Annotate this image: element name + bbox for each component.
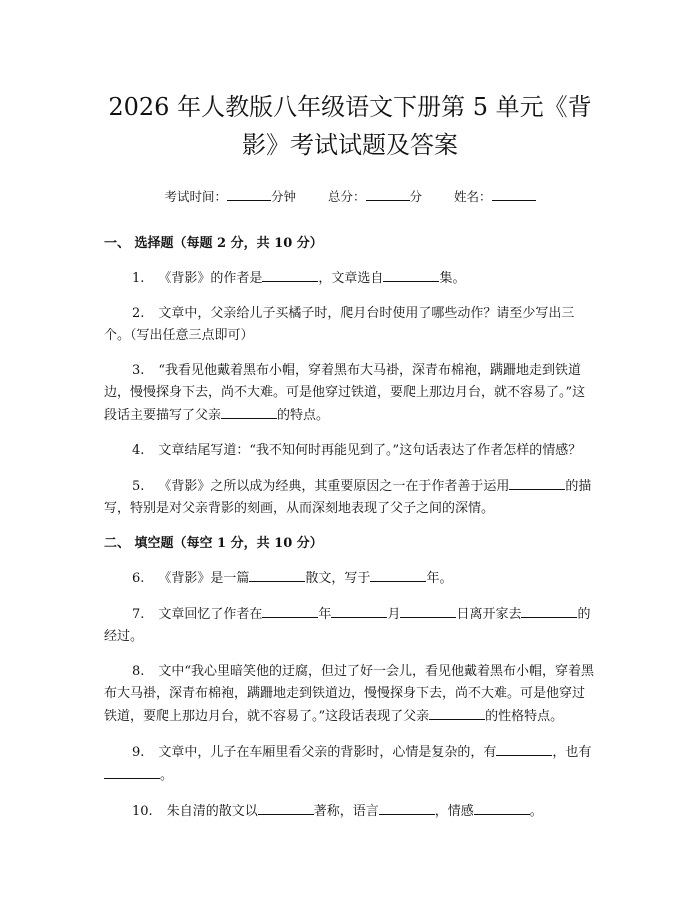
- question-number: 6.: [132, 571, 145, 586]
- question-10: [104, 800, 596, 823]
- question-4: [104, 440, 596, 462]
- answer-blank[interactable]: [249, 567, 305, 582]
- question-text: 的特点。: [277, 408, 330, 423]
- total-score-label: 总分：: [327, 189, 366, 204]
- question-text: 文章中，父亲给儿子买橘子时，爬月台时使用了哪些动作？请至少写出三个。（写出任意三点即可）: [104, 306, 575, 343]
- answer-blank[interactable]: [379, 800, 435, 815]
- question-text: 的性格特点。: [485, 709, 564, 724]
- question-6: [104, 567, 596, 590]
- question-number: 10.: [132, 804, 153, 819]
- title-line-2: 影》考试试题及答案: [242, 131, 458, 159]
- question-text: “我看见他戴着黑布小帽，穿着黑布大马褂，深青布棉袍，蹒跚地走到铁道边，慢慢探身下去，尚不大难。可是他穿过铁道，要爬上那边月台，就不容易了。”这段话主要描写了父亲: [104, 363, 586, 423]
- answer-blank[interactable]: [221, 404, 277, 419]
- question-text: 文章回忆了作者在: [158, 607, 263, 622]
- question-5: [104, 475, 596, 520]
- answer-blank[interactable]: [262, 603, 318, 618]
- section-heading-fill-in: 二、 填空题（每空 1 分，共 10 分）: [104, 536, 323, 551]
- question-text: 月: [387, 607, 401, 622]
- exam-time-unit: 分钟: [270, 189, 296, 204]
- question-number: 2.: [132, 306, 145, 321]
- total-score-field: [328, 186, 422, 206]
- question-text: 著称，语言: [313, 804, 379, 819]
- question-text: ，情感: [434, 804, 474, 819]
- question-number: 1.: [132, 271, 145, 286]
- exam-meta: [104, 186, 596, 206]
- question-text: 文章结尾写道：“我不知何时再能见到了。”这句话表达了作者怎样的情感？: [158, 443, 582, 458]
- answer-blank[interactable]: [474, 800, 530, 815]
- answer-blank[interactable]: [370, 567, 426, 582]
- question-number: 8.: [132, 664, 145, 679]
- section-heading-choice: 一、 选择题（每题 2 分，共 10 分）: [104, 236, 323, 251]
- question-text: 年。: [426, 571, 453, 586]
- answer-blank[interactable]: [104, 764, 160, 779]
- question-number: 3.: [132, 363, 145, 378]
- question-text: 文中“我心里暗笑他的迂腐，但过了好一会儿，看见他戴着黑布小帽，穿着黑布大马褂，深青布棉袍，蹒跚地走到铁道边，慢慢探身下去，尚不大难。可是他穿过铁道，要爬上那边月台，就不容易了。”这段话表现了父亲: [104, 664, 595, 724]
- answer-blank[interactable]: [383, 267, 439, 282]
- student-name-label: 姓名：: [454, 189, 492, 204]
- answer-blank[interactable]: [521, 603, 577, 618]
- question-3: [104, 360, 596, 427]
- student-name-blank[interactable]: [492, 186, 536, 201]
- question-text: 《背影》之所以成为经典，其重要原因之一在于作者善于运用: [158, 479, 510, 494]
- question-9: [104, 741, 596, 787]
- question-text: 。: [160, 768, 174, 783]
- question-1: [104, 267, 596, 290]
- question-number: 9.: [132, 745, 145, 760]
- question-text: ，文章选自: [318, 271, 384, 286]
- question-text: ，也有: [552, 745, 592, 760]
- answer-blank[interactable]: [429, 705, 485, 720]
- question-text: 朱自清的散文以: [166, 804, 258, 819]
- question-text: 的经过。: [104, 607, 591, 644]
- answer-blank[interactable]: [262, 267, 318, 282]
- question-text: 《背影》是一篇: [158, 571, 250, 586]
- total-score-blank[interactable]: [366, 186, 410, 201]
- question-number: 4.: [132, 443, 145, 458]
- question-text: 的描写，特别是对父亲背影的刻画，从而深刻地表现了父子之间的深情。: [104, 479, 592, 516]
- exam-time-field: [164, 186, 296, 206]
- exam-time-blank[interactable]: [227, 186, 271, 201]
- question-7: [104, 603, 596, 648]
- question-text: 文章中，儿子在车厢里看父亲的背影时，心情是复杂的，有: [158, 745, 497, 760]
- answer-blank[interactable]: [400, 603, 456, 618]
- question-number: 5.: [132, 479, 145, 494]
- question-text: 日离开家去: [456, 607, 522, 622]
- exam-time-label: 考试时间：: [164, 189, 227, 204]
- question-number: 7.: [132, 607, 145, 622]
- student-name-field: [454, 186, 536, 206]
- document-title: [104, 0, 596, 164]
- question-text: 散文，写于: [305, 571, 371, 586]
- question-text: 《背影》的作者是: [158, 271, 263, 286]
- question-text: 年: [318, 607, 332, 622]
- question-text: 集。: [439, 271, 466, 286]
- question-8: [104, 661, 596, 728]
- question-2: [104, 303, 596, 347]
- answer-blank[interactable]: [509, 475, 565, 490]
- answer-blank[interactable]: [331, 603, 387, 618]
- title-line-1: 2026 年人教版八年级语文下册第 5 单元《背: [108, 93, 592, 121]
- total-score-unit: 分: [409, 189, 423, 204]
- answer-blank[interactable]: [258, 800, 314, 815]
- answer-blank[interactable]: [496, 741, 552, 756]
- question-text: 。: [529, 804, 543, 819]
